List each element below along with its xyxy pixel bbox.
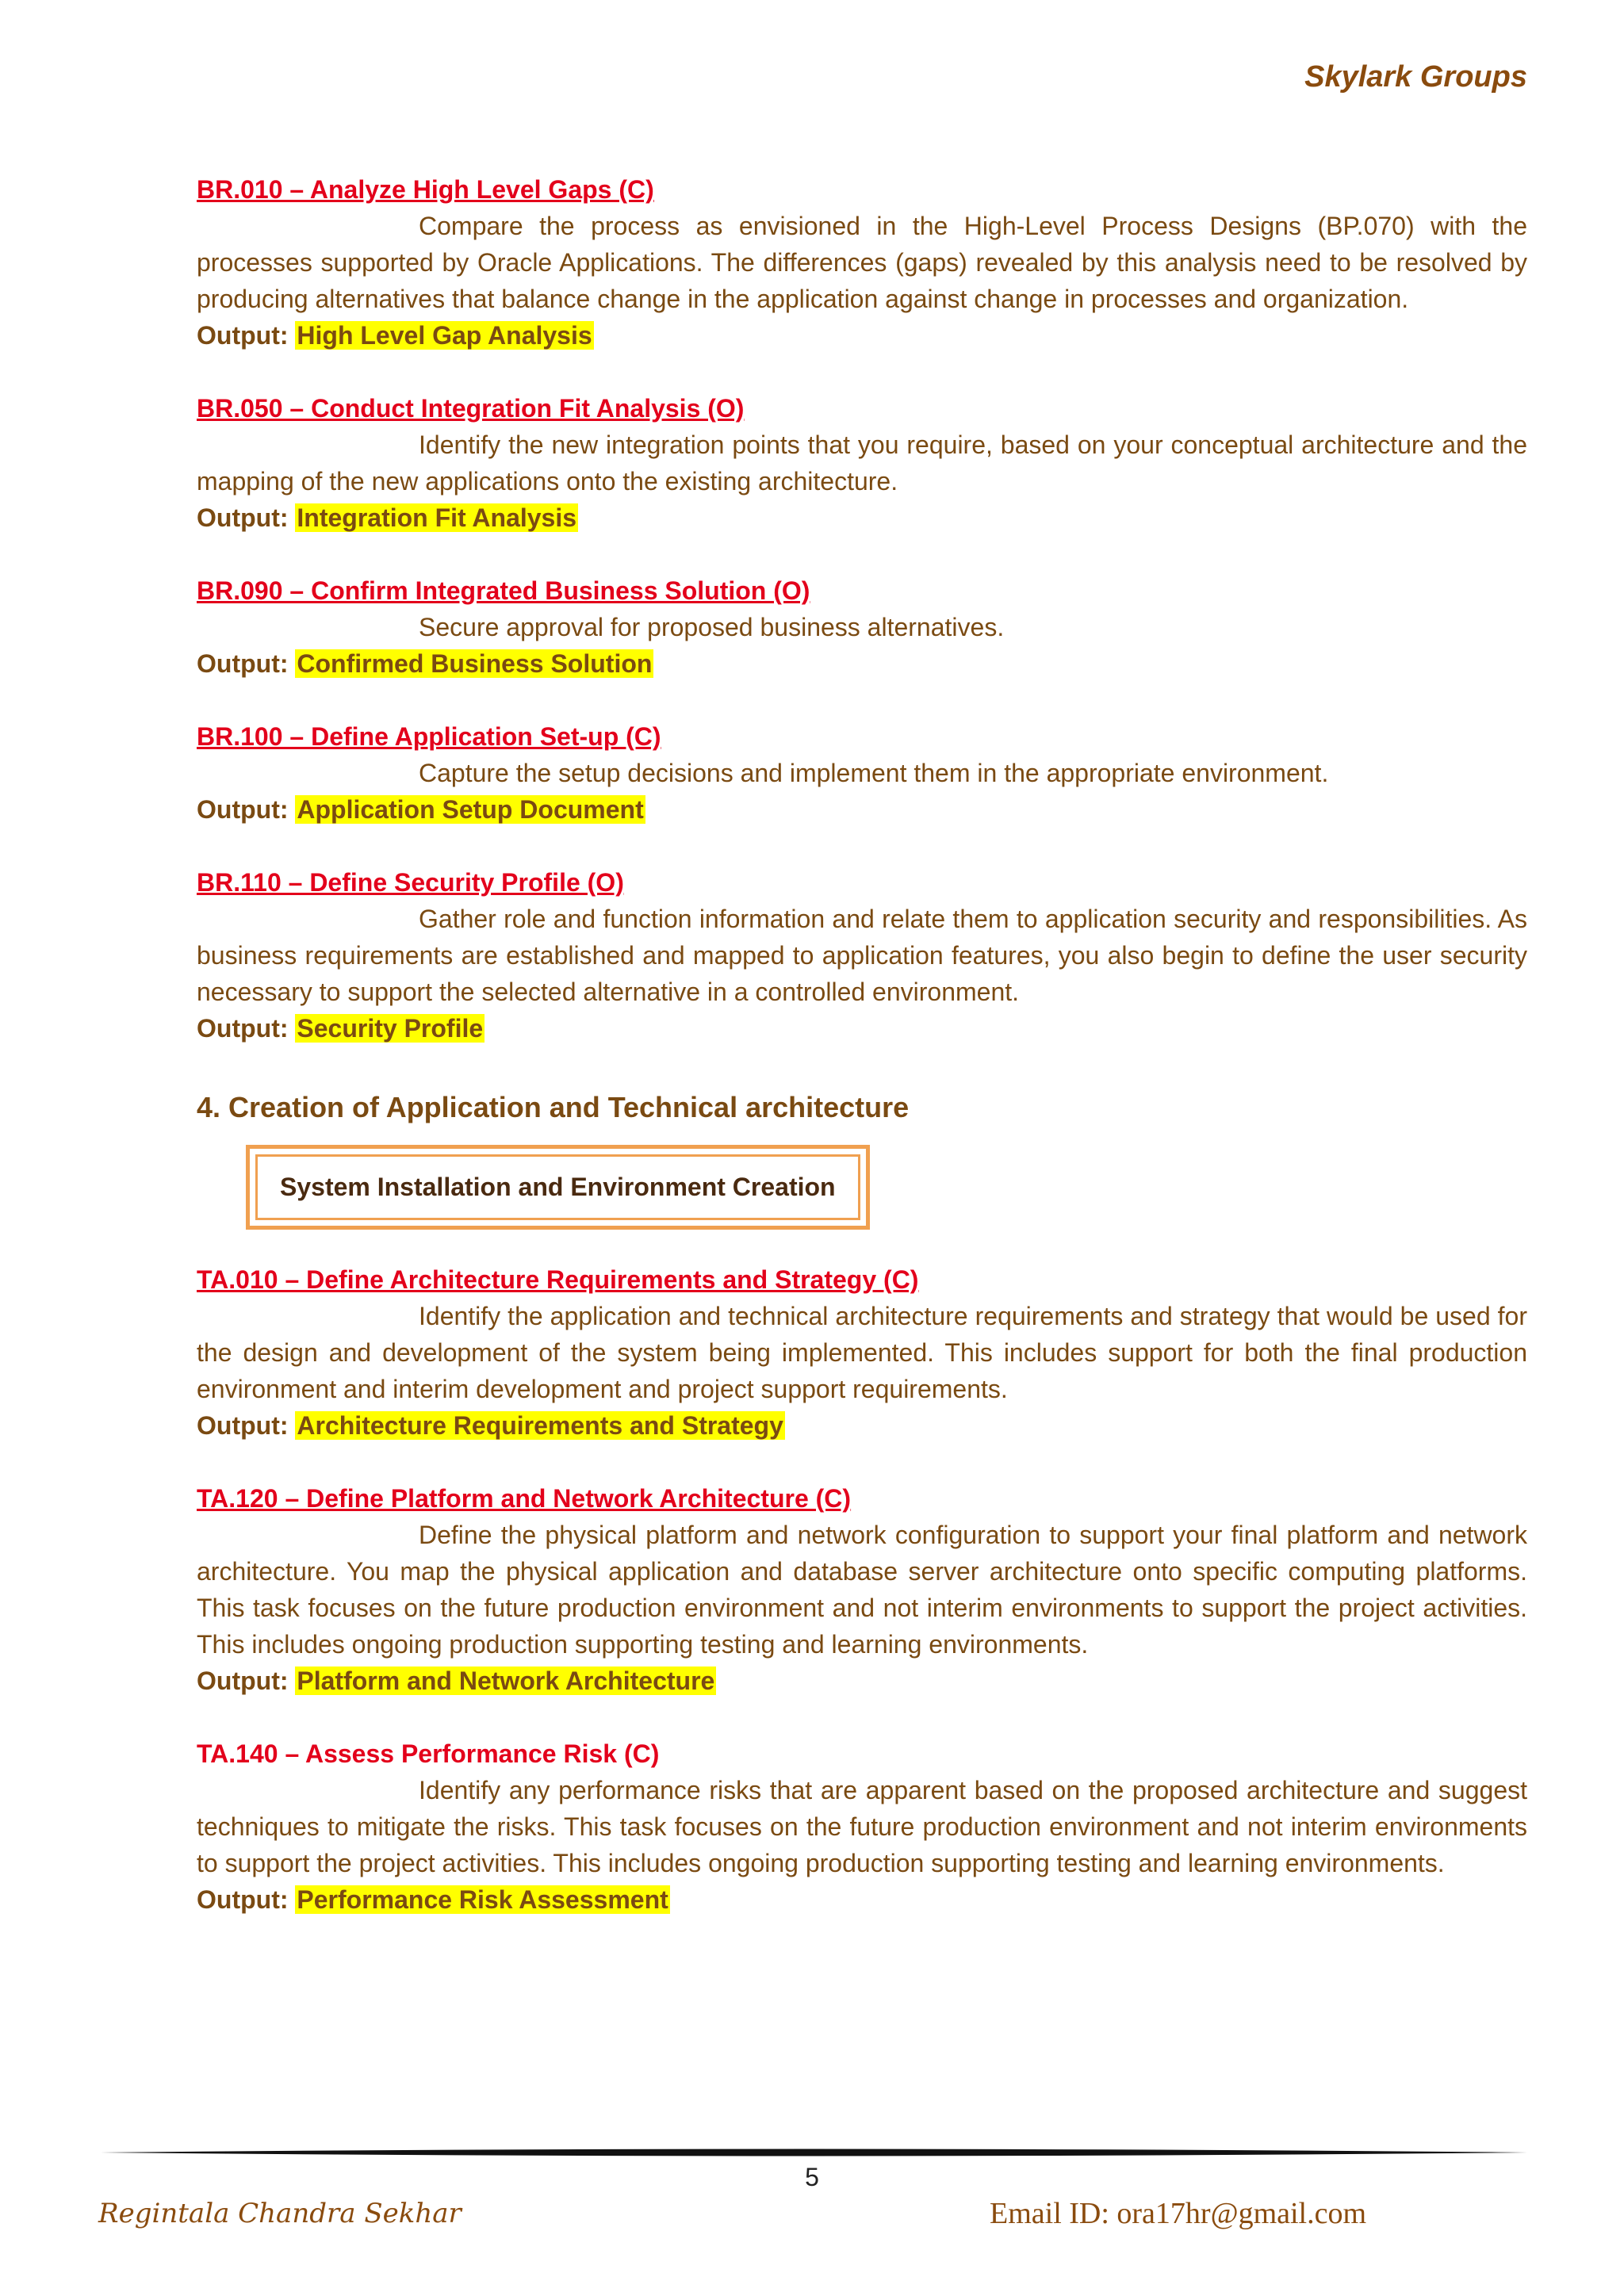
- task-title: TA.140 – Assess Performance Risk (C): [197, 1739, 660, 1768]
- output-label: Output:: [197, 795, 289, 824]
- footer-email: Email ID: ora17hr@gmail.com: [990, 2197, 1367, 2230]
- task-block-br090: [197, 572, 1527, 682]
- task-title: BR.090 – Confirm Integrated Business Solution (O): [197, 576, 810, 605]
- section-heading: 4. Creation of Application and Technical architecture: [197, 1091, 910, 1123]
- task-title: BR.010 – Analyze High Level Gaps (C): [197, 175, 654, 204]
- section-box-label: System Installation and Environment Creation: [255, 1154, 860, 1220]
- task-output: [197, 1881, 1527, 1918]
- output-label: Output:: [197, 1885, 289, 1914]
- task-title: BR.110 – Define Security Profile (O): [197, 868, 624, 897]
- task-output: [197, 317, 1527, 354]
- task-description: Identify the new integration points that you require, based on your conceptual architecture and the mapping of the new applications onto the existing architecture.: [197, 430, 1527, 496]
- task-description: Gather role and function information and relate them to application security and responsibilities. As business requirements are established and mapped to application features, you also begin to define the user security necessary to support the selected alternative in a controlled environment.: [197, 905, 1527, 1006]
- task-block-br100: [197, 718, 1527, 828]
- output-value: Performance Risk Assessment: [297, 1885, 668, 1914]
- content-body: [197, 171, 1527, 1954]
- task-block-br010: [197, 171, 1527, 354]
- output-value: Confirmed Business Solution: [297, 649, 653, 678]
- task-title: BR.100 – Define Application Set-up (C): [197, 722, 661, 751]
- task-description: Secure approval for proposed business alternatives.: [419, 613, 1005, 641]
- output-label: Output:: [197, 321, 289, 350]
- output-label: Output:: [197, 1667, 289, 1695]
- output-label: Output:: [197, 1014, 289, 1043]
- task-description: Capture the setup decisions and implement them in the appropriate environment.: [419, 759, 1329, 787]
- output-value: Application Setup Document: [297, 795, 644, 824]
- task-block-ta120: [197, 1480, 1527, 1699]
- task-block-br050: [197, 390, 1527, 536]
- task-title: TA.010 – Define Architecture Requirements and Strategy (C): [197, 1265, 919, 1294]
- task-description: Compare the process as envisioned in the High-Level Process Designs (BP.070) with the processes supported by Oracle Applications. The differences (gaps) revealed by this analysis need to be resolved by producing alternatives that balance change in the application against change in processes and organization.: [197, 212, 1527, 313]
- task-output: [197, 1663, 1527, 1699]
- task-output: [197, 791, 1527, 828]
- output-label: Output:: [197, 1411, 289, 1440]
- task-output: [197, 1010, 1527, 1047]
- task-description: Identify any performance risks that are apparent based on the proposed architecture and suggest techniques to mitigate the risks. This task focuses on the future production environment and not interim environments to support the project activities. This includes ongoing production supporting testing and learning environments.: [197, 1776, 1527, 1877]
- task-description: Identify the application and technical architecture requirements and strategy that would be used for the design and development of the system being implemented. This includes support for both the final production environment and interim development and project support requirements.: [197, 1302, 1527, 1403]
- footer-author-signature: Regintala Chandra Sekhar: [98, 2198, 462, 2229]
- page-number: 5: [805, 2163, 819, 2191]
- task-title: TA.120 – Define Platform and Network Architecture (C): [197, 1484, 852, 1513]
- task-title: BR.050 – Conduct Integration Fit Analysis (O): [197, 394, 745, 423]
- output-value: Platform and Network Architecture: [297, 1667, 715, 1695]
- output-value: Integration Fit Analysis: [297, 503, 577, 532]
- task-output: [197, 1407, 1527, 1444]
- output-label: Output:: [197, 503, 289, 532]
- header-brand: Skylark Groups: [1304, 60, 1527, 94]
- task-output: [197, 499, 1527, 536]
- footer-divider: [98, 2147, 1527, 2158]
- task-block-ta140: [197, 1735, 1527, 1918]
- task-description: Define the physical platform and network configuration to support your final platform and network architecture. You map the physical application and database server architecture onto specific computing platforms. This task focuses on the future production environment and not interim environments to support the project activities. This includes ongoing production supporting testing and learning environments.: [197, 1521, 1527, 1659]
- task-output: [197, 645, 1527, 682]
- section-box: [246, 1145, 870, 1230]
- output-label: Output:: [197, 649, 289, 678]
- output-value: High Level Gap Analysis: [297, 321, 592, 350]
- output-value: Security Profile: [297, 1014, 484, 1043]
- task-block-ta010: [197, 1261, 1527, 1444]
- output-value: Architecture Requirements and Strategy: [297, 1411, 783, 1440]
- task-block-br110: [197, 864, 1527, 1047]
